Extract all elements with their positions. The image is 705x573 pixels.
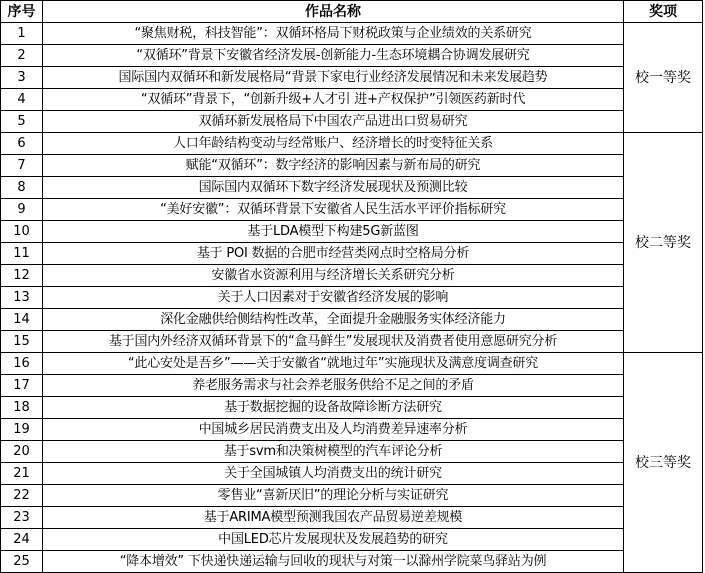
work-title: 基于ARIMA模型预测我国农产品贸易逆差规模 — [43, 507, 624, 529]
work-title: 基于国内外经济双循环背景下的“盒马鲜生”发展现状及消费者使用意愿研究分析 — [43, 331, 624, 353]
work-title: 养老服务需求与社会养老服务供给不足之间的矛盾 — [43, 375, 624, 397]
row-number: 8 — [1, 177, 43, 199]
table-row — [1, 463, 703, 485]
award-level: 校二等奖 — [624, 133, 703, 353]
row-number: 24 — [1, 529, 43, 551]
row-number: 15 — [1, 331, 43, 353]
row-number: 5 — [1, 111, 43, 133]
table-row — [1, 485, 703, 507]
row-number: 19 — [1, 419, 43, 441]
table-row — [1, 23, 703, 45]
work-title: 关于人口因素对于安徽省经济发展的影响 — [43, 287, 624, 309]
table-row — [1, 199, 703, 221]
work-title: 基于 POI 数据的合肥市经营类网点时空格局分析 — [43, 243, 624, 265]
row-number: 9 — [1, 199, 43, 221]
work-title: 人口年龄结构变动与经常账户、经济增长的时变特征关系 — [43, 133, 624, 155]
header-no: 序号 — [1, 1, 43, 23]
work-title: 国际国内双循环和新发展格局“背景下家电行业经济发展情况和未来发展趋势 — [43, 67, 624, 89]
table-row — [1, 45, 703, 67]
work-title: “美好安徽”：双循环背景下安徽省人民生活水平评价指标研究 — [43, 199, 624, 221]
row-number: 16 — [1, 353, 43, 375]
table-row — [1, 133, 703, 155]
table-row — [1, 287, 703, 309]
row-number: 2 — [1, 45, 43, 67]
row-number: 10 — [1, 221, 43, 243]
row-number: 1 — [1, 23, 43, 45]
table-row — [1, 441, 703, 463]
row-number: 22 — [1, 485, 43, 507]
header-row — [1, 1, 703, 23]
row-number: 3 — [1, 67, 43, 89]
work-title: 中国城乡居民消费支出及人均消费差异速率分析 — [43, 419, 624, 441]
row-number: 13 — [1, 287, 43, 309]
table-row — [1, 397, 703, 419]
work-title: 中国LED芯片发展现状及发展趋势的研究 — [43, 529, 624, 551]
table-row — [1, 551, 703, 573]
row-number: 23 — [1, 507, 43, 529]
table-row — [1, 243, 703, 265]
table-row — [1, 111, 703, 133]
table-row — [1, 89, 703, 111]
table-row — [1, 353, 703, 375]
row-number: 20 — [1, 441, 43, 463]
row-number: 25 — [1, 551, 43, 573]
work-title: “双循环”背景下安徽省经济发展-创新能力-生态环境耦合协调发展研究 — [43, 45, 624, 67]
row-number: 6 — [1, 133, 43, 155]
table-body — [1, 23, 703, 573]
work-title: 国际国内双循环下数字经济发展现状及预测比较 — [43, 177, 624, 199]
work-title: 赋能“双循环”：数字经济的影响因素与新布局的研究 — [43, 155, 624, 177]
table-row — [1, 507, 703, 529]
work-title: “双循环”背景下，“创新升级+人才引 进+产权保护”引领医药新时代 — [43, 89, 624, 111]
table-row — [1, 177, 703, 199]
header-title: 作品名称 — [43, 1, 624, 23]
row-number: 17 — [1, 375, 43, 397]
work-title: 双循环新发展格局下中国农产品进出口贸易研究 — [43, 111, 624, 133]
table-row — [1, 155, 703, 177]
table-row — [1, 265, 703, 287]
work-title: 基于svm和决策树模型的汽车评论分析 — [43, 441, 624, 463]
row-number: 12 — [1, 265, 43, 287]
table-row — [1, 67, 703, 89]
work-title: “降本增效” 下快递快递运输与回收的现状与对策一以滁州学院菜鸟驿站为例 — [43, 551, 624, 573]
table-row — [1, 309, 703, 331]
row-number: 14 — [1, 309, 43, 331]
work-title: 安徽省水资源利用与经济增长关系研究分析 — [43, 265, 624, 287]
work-title: “此心安处是吾乡”——关于安徽省“就地过年”实施现状及满意度调查研究 — [43, 353, 624, 375]
table-row — [1, 529, 703, 551]
table-row — [1, 419, 703, 441]
row-number: 21 — [1, 463, 43, 485]
row-number: 7 — [1, 155, 43, 177]
work-title: 基于数据挖掘的设备故障诊断方法研究 — [43, 397, 624, 419]
work-title: “聚焦财税，科技智能”：双循环格局下财税政策与企业绩效的关系研究 — [43, 23, 624, 45]
header-award: 奖项 — [624, 1, 703, 23]
table-row — [1, 221, 703, 243]
table-row — [1, 375, 703, 397]
work-title: 零售业“喜新厌旧”的理论分析与实证研究 — [43, 485, 624, 507]
award-level: 校三等奖 — [624, 353, 703, 573]
award-level: 校一等奖 — [624, 23, 703, 133]
work-title: 深化金融供给侧结构性改革，全面提升金融服务实体经济能力 — [43, 309, 624, 331]
row-number: 4 — [1, 89, 43, 111]
row-number: 11 — [1, 243, 43, 265]
work-title: 关于全国城镇人均消费支出的统计研究 — [43, 463, 624, 485]
table-row — [1, 331, 703, 353]
work-title: 基于LDA模型下构建5G新蓝图 — [43, 221, 624, 243]
row-number: 18 — [1, 397, 43, 419]
